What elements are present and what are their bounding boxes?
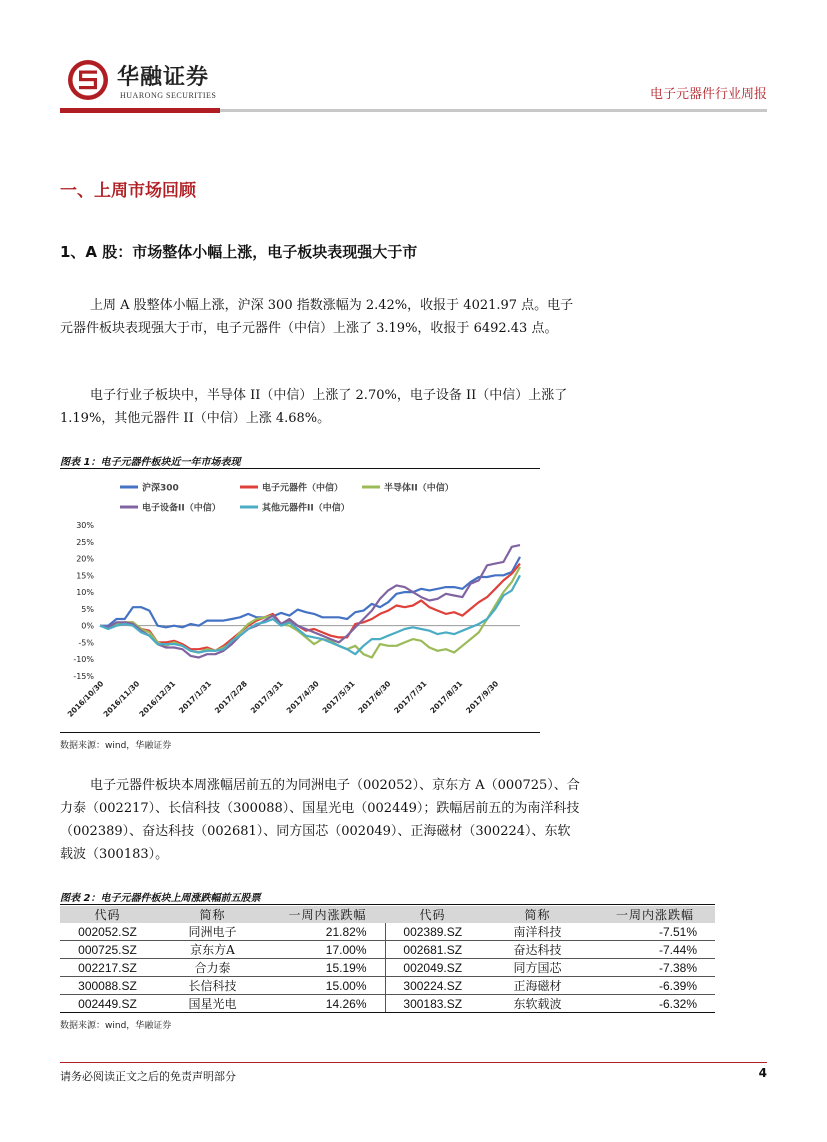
legend-label: 其他元器件II（中信）	[262, 503, 350, 514]
legend-label: 沪深300	[142, 483, 179, 494]
page-number: 4	[758, 1066, 767, 1080]
header-divider-red	[60, 108, 220, 113]
x-tick-label: 2016/11/30	[101, 679, 142, 719]
x-tick-label: 2016/12/31	[137, 679, 178, 719]
paragraph-market-overview: 上周 A 股整体小幅上涨，沪深 300 指数涨幅为 2.42%，收报于 4021.97 点。电子元器件板块表现强大于市，电子元器件（中信）上涨了 3.19%，收报于 6492.43 点。	[60, 298, 574, 336]
top-movers-table	[60, 906, 715, 1013]
stock-code: 300088.SZ	[60, 977, 155, 995]
footer-disclaimer: 请务必阅读正文之后的免责声明部分	[60, 1070, 236, 1083]
y-tick-label: -15%	[73, 672, 94, 681]
y-tick-label: 25%	[76, 537, 94, 547]
stock-code: 300183.SZ	[385, 995, 480, 1013]
table-row	[60, 959, 715, 977]
footer-divider	[60, 1062, 767, 1063]
y-tick-label: 30%	[76, 521, 94, 530]
stock-code: 002681.SZ	[385, 941, 480, 959]
table-row	[60, 941, 715, 959]
series-line-0	[100, 557, 520, 627]
table-row	[60, 923, 715, 941]
figure2-source: 数据来源：wind，华融证券	[60, 1021, 172, 1031]
stock-code: 000725.SZ	[60, 941, 155, 959]
table-row	[60, 995, 715, 1013]
huarong-logo-icon	[66, 58, 110, 102]
y-tick-label: 20%	[76, 554, 94, 564]
x-tick-label: 2017/1/31	[177, 679, 214, 716]
stock-change: 14.26%	[270, 995, 385, 1013]
y-tick-label: 5%	[81, 604, 94, 614]
series-line-1	[100, 564, 520, 651]
section-heading: 一、上周市场回顾	[60, 181, 196, 201]
y-tick-label: 0%	[81, 621, 94, 631]
stock-name: 东软载波	[480, 995, 595, 1013]
stock-name: 京东方A	[155, 941, 270, 959]
brand-name-cn: 华融证券	[117, 65, 210, 90]
stock-change: -6.32%	[595, 995, 715, 1013]
figure1-source: 数据来源：wind，华融证券	[60, 741, 172, 751]
y-tick-label: 15%	[76, 571, 94, 581]
stock-name: 正海磁材	[480, 977, 595, 995]
header-change: 一周内涨跌幅	[270, 906, 385, 923]
stock-name: 奋达科技	[480, 941, 595, 959]
stock-code: 300224.SZ	[385, 977, 480, 995]
figure1-caption-rule	[60, 468, 540, 469]
figure2-caption: 图表 2：电子元器件板块上周涨跌幅前五股票	[60, 893, 261, 904]
stock-change: -7.38%	[595, 959, 715, 977]
y-tick-label: 10%	[76, 588, 94, 598]
y-tick-label: -10%	[73, 655, 94, 665]
paragraph-subsectors: 电子行业子板块中，半导体 II（中信）上涨了 2.70%，电子设备 II（中信）上涨了 1.19%，其他元器件 II（中信）上涨 4.68%。	[60, 388, 568, 426]
table-row	[60, 977, 715, 995]
stock-change: -6.39%	[595, 977, 715, 995]
figure1-bottom-rule	[60, 732, 540, 733]
figure2-caption-rule	[60, 904, 715, 905]
x-tick-label: 2016/10/30	[65, 679, 106, 719]
legend-label: 半导体II（中信）	[384, 483, 454, 494]
x-tick-label: 2017/6/30	[356, 679, 393, 716]
stock-change: -7.51%	[595, 923, 715, 941]
x-tick-label: 2017/7/31	[392, 679, 429, 716]
stock-code: 002449.SZ	[60, 995, 155, 1013]
x-tick-label: 2017/2/28	[212, 679, 249, 716]
stock-code: 002217.SZ	[60, 959, 155, 977]
header-name: 简称	[480, 906, 595, 923]
header-change: 一周内涨跌幅	[595, 906, 715, 923]
header-name: 简称	[155, 906, 270, 923]
table-header-row	[60, 906, 715, 923]
stock-code: 002389.SZ	[385, 923, 480, 941]
legend-label: 电子设备II（中信）	[142, 503, 221, 514]
legend-label: 电子元器件（中信）	[262, 483, 344, 494]
stock-code: 002049.SZ	[385, 959, 480, 977]
header-code: 代码	[385, 906, 480, 923]
header-code: 代码	[60, 906, 155, 923]
stock-name: 同洲电子	[155, 923, 270, 941]
stock-code: 002052.SZ	[60, 923, 155, 941]
x-tick-label: 2017/3/31	[248, 679, 285, 716]
brand-name-en: HUARONG SECURITIES	[120, 91, 217, 100]
x-tick-label: 2017/4/30	[284, 679, 321, 716]
stock-name: 南洋科技	[480, 923, 595, 941]
y-tick-label: -5%	[78, 638, 94, 648]
x-tick-label: 2017/8/31	[428, 679, 465, 716]
stock-change: -7.44%	[595, 941, 715, 959]
stock-change: 17.00%	[270, 941, 385, 959]
x-tick-label: 2017/9/30	[464, 679, 501, 716]
figure1-caption: 图表 1：电子元器件板块近一年市场表现	[60, 457, 241, 468]
report-title: 电子元器件行业周报	[649, 87, 767, 102]
x-tick-label: 2017/5/31	[320, 679, 357, 716]
stock-change: 15.19%	[270, 959, 385, 977]
stock-change: 15.00%	[270, 977, 385, 995]
stock-name: 长信科技	[155, 977, 270, 995]
subsection-heading: 1、A 股：市场整体小幅上涨，电子板块表现强大于市	[60, 243, 418, 261]
stock-name: 同方国芯	[480, 959, 595, 977]
market-performance-chart	[60, 471, 540, 731]
stock-name: 合力泰	[155, 959, 270, 977]
paragraph-top-movers: 电子元器件板块本周涨幅居前五的为同洲电子（002052）、京东方 A（000725）、合力泰（002217）、长信科技（300088）、国星光电（002449）；跌幅居前五的为南洋科技（002389）、奋达科技（002681）、同方国芯（002049）、正海磁材（300224）、东软载波（300183）。	[60, 778, 580, 862]
header-divider-grey	[220, 109, 767, 112]
stock-name: 国星光电	[155, 995, 270, 1013]
stock-change: 21.82%	[270, 923, 385, 941]
